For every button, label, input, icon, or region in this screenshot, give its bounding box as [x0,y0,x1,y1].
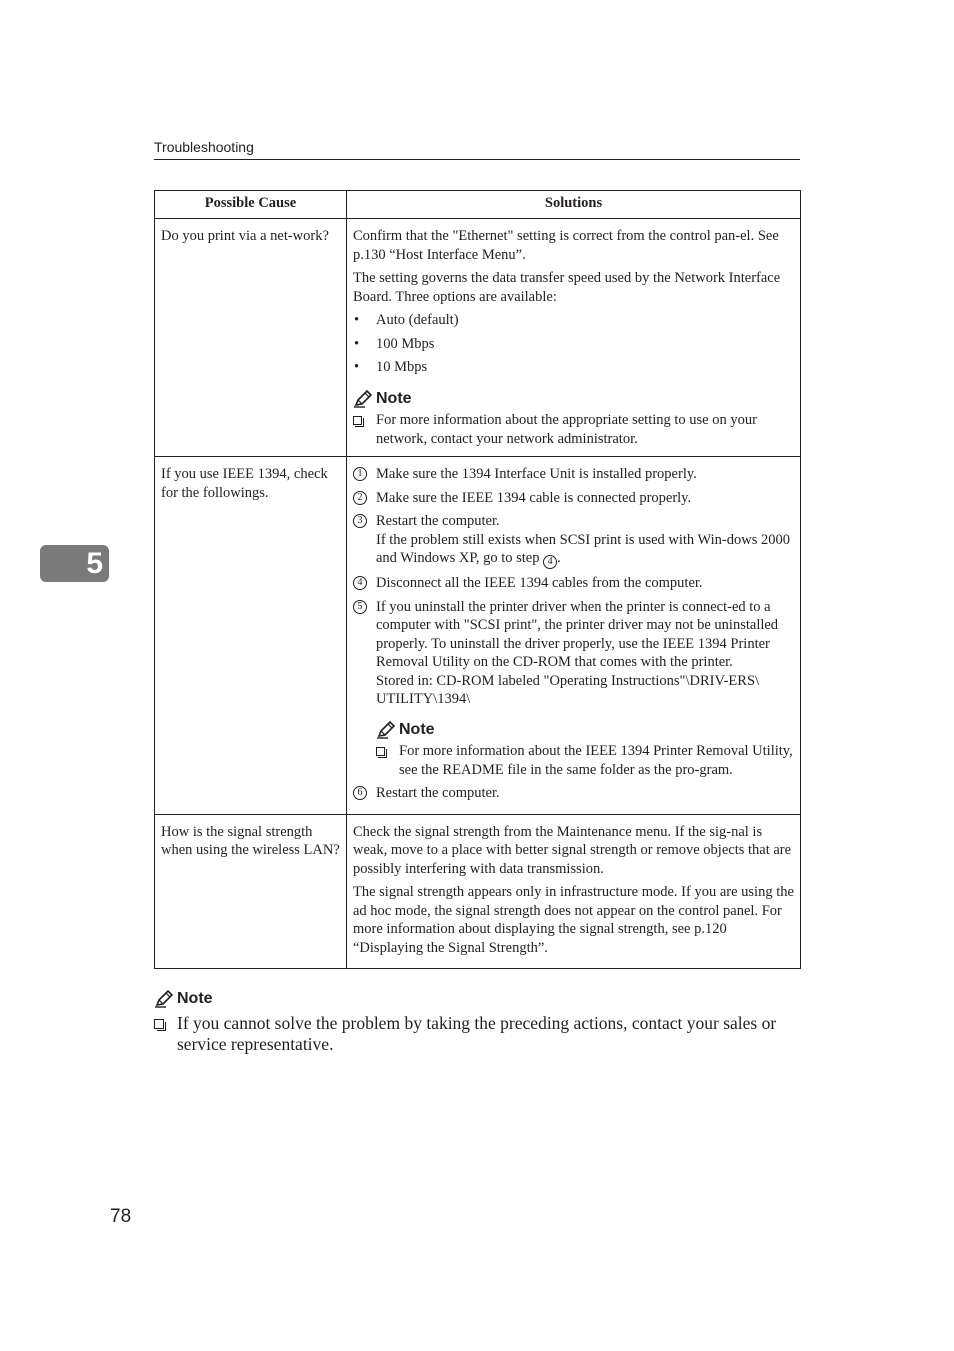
note-title: Note [177,990,213,1007]
step-text: If you uninstall the printer driver when the printer is connect-ed to a computer with "SCSI print", the printer driver may not be uninstalled properly. To uninstall the driver properly, use the IEEE 1394 Printer Removal Utility on the CD-ROM that comes with the printer. [376,598,779,670]
column-header-solutions: Solutions [347,191,801,219]
step-text: Restart the computer. [376,513,500,529]
pencil-note-icon [376,721,396,739]
solution-paragraph: The setting governs the data transfer speed used by the Network Interface Board. Three options are available: [353,270,781,305]
checkbox-bullet-icon [376,747,385,756]
column-header-cause: Possible Cause [155,191,347,219]
step-number: 6 [353,786,367,800]
checkbox-bullet-icon [353,416,362,425]
list-item: • 10 Mbps [353,358,794,377]
step-number: 1 [353,467,367,481]
step-item [353,574,794,593]
list-item: • 100 Mbps [353,335,794,354]
solution-cell [347,457,801,815]
cause-text: Do you print via a net-work? [161,228,329,244]
table-row [155,814,801,969]
page-number: 78 [110,1206,132,1227]
note-title: Note [376,389,412,407]
step-text: Restart the computer. [376,785,500,801]
pencil-note-icon [353,390,373,408]
note-text: For more information about the appropriate setting to use on your network, contact your network administrator. [376,412,757,447]
step-number: 3 [353,514,367,528]
note-title: Note [399,720,435,738]
chapter-tab [40,545,109,582]
step-item [353,784,794,803]
step-number: 4 [353,576,367,590]
pencil-note-icon [154,990,174,1008]
note-text: For more information about the IEEE 1394 Printer Removal Utility, see the README file in the same folder as the pro-gram. [399,743,793,778]
step-text: Disconnect all the IEEE 1394 cables from the computer. [376,575,703,591]
solution-cell [347,814,801,969]
table-header-row [155,191,801,219]
list-item: • Auto (default) [353,311,794,330]
step-item [353,489,794,508]
note-item [353,411,794,448]
step-number: 2 [353,491,367,505]
cause-cell [155,457,347,815]
note-heading [376,721,794,740]
page-note [154,988,800,1057]
solution-paragraph: The signal strength appears only in infrastructure mode. If you are using the ad hoc mode, the signal strength does not appear on the control panel. For more information about displaying the signal strength, see p.120 “Displaying the Signal Strength”. [353,884,794,956]
step-reference: 4 [543,555,557,569]
solution-paragraph: Check the signal strength from the Maintenance menu. If the sig-nal is weak, move to a place with better signal strength or remove objects that are possibly interfering with data transmission. [353,823,792,877]
cause-text: If you use IEEE 1394, check for the followings. [161,466,328,501]
cause-text: How is the signal strength when using the wireless LAN? [161,823,340,858]
cause-cell [155,814,347,969]
step-detail: If the problem still exists when SCSI print is used with Win-dows 2000 and Windows XP, go to step [376,531,790,566]
step-text: Make sure the 1394 Interface Unit is installed properly. [376,466,697,482]
speed-options-list [353,311,794,377]
note-item [376,742,794,779]
step-text: Make sure the IEEE 1394 cable is connected properly. [376,489,692,506]
solution-cell [347,219,801,457]
solution-paragraph: Confirm that the "Ethernet" setting is correct from the control pan-el. See p.130 “Host Interface Menu”. [353,228,779,263]
table-row [155,219,801,457]
running-header [154,138,800,160]
troubleshooting-table [154,190,801,969]
cause-cell [155,219,347,457]
step-item [353,598,794,780]
note-heading [353,390,794,409]
steps-list [353,465,794,803]
step-detail: Stored in: CD-ROM labeled "Operating Instructions"\DRIV-ERS\ UTILITY\1394\ [376,672,760,707]
chapter-number: 5 [86,547,103,580]
step-detail-end: . [557,550,561,566]
step-number: 5 [353,600,367,614]
checkbox-bullet-icon [154,1019,164,1029]
section-title: Troubleshooting [154,139,254,155]
note-item [154,1013,800,1055]
step-item [353,465,794,484]
note-text: If you cannot solve the problem by taking the preceding actions, contact your sales or service representative. [177,1013,777,1054]
table-row [155,457,801,815]
step-note [376,721,794,780]
step-item [353,512,794,569]
note-heading [154,988,800,1009]
